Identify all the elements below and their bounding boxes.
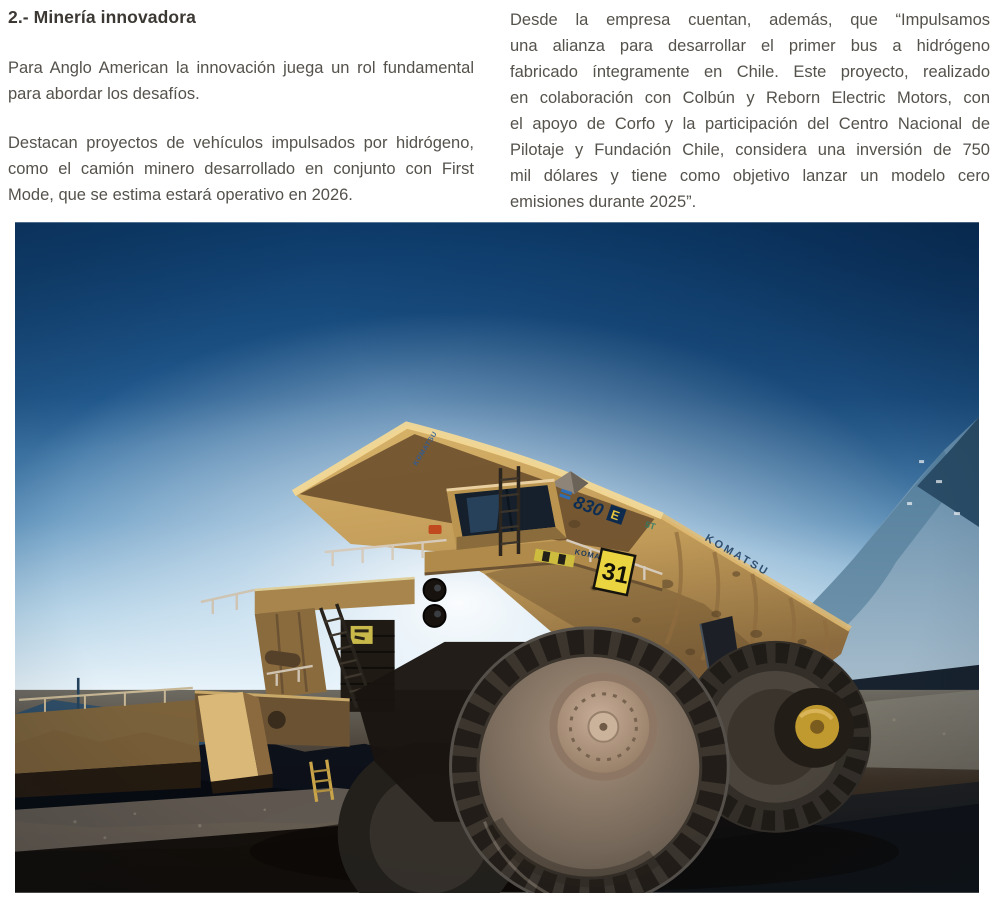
right-column bbox=[510, 0, 990, 215]
section-heading: 2.- Minería innovadora bbox=[8, 7, 196, 27]
article-text bbox=[0, 0, 1000, 215]
text-line: mil dólares y tiene como objetivo lanzar un modelo cero bbox=[510, 167, 990, 185]
paragraph-3 bbox=[510, 7, 990, 215]
text-line: el apoyo de Corfo y la participación del Centro Nacional de bbox=[510, 115, 990, 133]
left-column bbox=[8, 0, 474, 215]
text-line: fabricado íntegramente en Chile. Este proyecto, realizado bbox=[510, 63, 990, 81]
text-line: emisiones durante 2025”. bbox=[510, 193, 697, 211]
text-line: Para Anglo American la innovación juega un rol fundamental bbox=[8, 59, 474, 77]
text-line: una alianza para desarrollar el primer bus a hidrógeno bbox=[510, 37, 990, 55]
vignette bbox=[15, 222, 979, 892]
text-line: como el camión minero desarrollado en conjunto con First bbox=[8, 160, 474, 178]
paragraph-2 bbox=[8, 130, 474, 208]
paragraph-1 bbox=[8, 55, 474, 107]
mining-truck-photo bbox=[15, 222, 979, 893]
text-line: en colaboración con Colbún y Reborn Electric Motors, con bbox=[510, 89, 990, 107]
text-line: Mode, que se estima estará operativo en 2026. bbox=[8, 186, 353, 204]
text-line: Destacan proyectos de vehículos impulsados por hidrógeno, bbox=[8, 134, 474, 152]
text-line: Pilotaje y Fundación Chile, considera una inversión de 750 bbox=[510, 141, 990, 159]
text-line: para abordar los desafíos. bbox=[8, 85, 200, 103]
text-line: Desde la empresa cuentan, además, que “Impulsamos bbox=[510, 11, 990, 29]
